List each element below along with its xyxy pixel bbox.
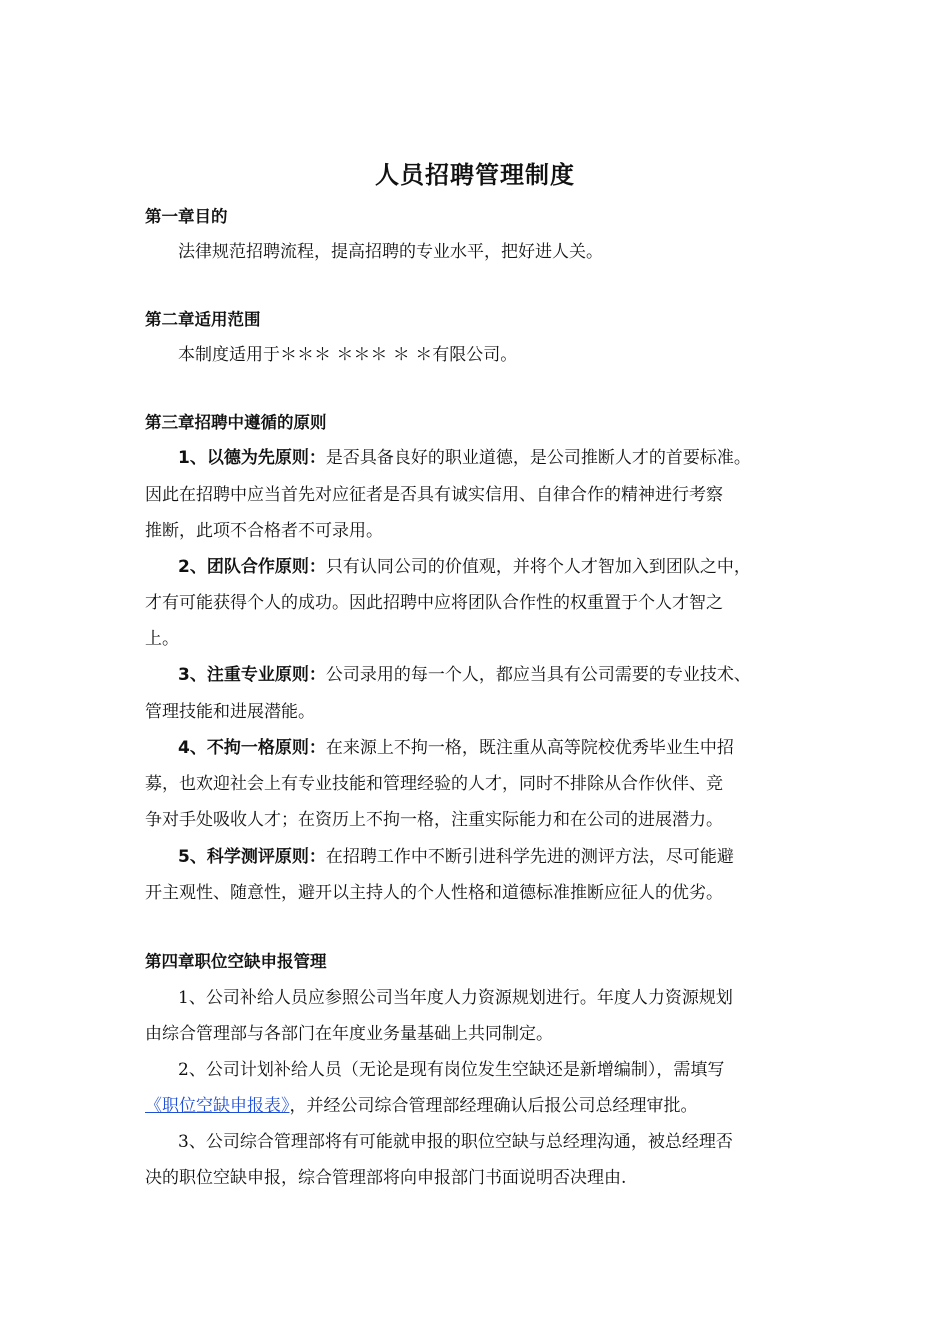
principle-2-line-1 [178,552,751,577]
item-3-line-1: 3、公司综合管理部将有可能就申报的职位空缺与总经理沟通，被总经理否 [178,1132,733,1152]
principle-5-line-2: 开主观性、随意性，避开以主持人的个人性格和道德标准推断应征人的优劣。 [145,883,723,903]
chapter-2-heading: 第二章适用范围 [145,310,261,329]
principle-1-line-1 [178,443,751,468]
principle-1-line-2: 因此在招聘中应当首先对应征者是否具有诚实信用、自律合作的精神进行考察 [145,485,723,505]
principle-4-text: 在来源上不拘一格，既注重从高等院校优秀毕业生中招 [325,738,734,758]
principle-2-text: 只有认同公司的价值观，并将个人才智加入到团队之中， [325,557,751,577]
item-1-line-1: 1、公司补给人员应参照公司当年度人力资源规划进行。年度人力资源规划 [178,988,733,1008]
chapter-2-text: 本制度适用于＊＊＊ ＊＊＊ ＊ ＊有限公司。 [178,345,518,365]
chapter-1-heading: 第一章目的 [145,207,228,226]
principle-5-text: 在招聘工作中不断引进科学先进的测评方法，尽可能避 [325,847,734,867]
principle-1-line-3: 推断，此项不合格者不可录用。 [145,521,383,541]
document-title: 人员招聘管理制度 [375,160,575,189]
item-2-line-1: 2、公司计划补给人员（无论是现有岗位发生空缺还是新增编制），需填写 [178,1060,725,1080]
principle-3-label: 3、注重专业原则： [178,665,326,685]
principle-3-text: 公司录用的每一个人，都应当具有公司需要的专业技术、 [325,665,751,685]
principle-4-line-3: 争对手处吸收人才；在资历上不拘一格，注重实际能力和在公司的进展潜力。 [145,810,723,830]
principle-2-label: 2、团队合作原则： [178,557,326,577]
chapter-4-heading: 第四章职位空缺申报管理 [145,952,327,971]
principle-5-line-1 [178,842,734,867]
principle-3-line-2: 管理技能和进展潜能。 [145,702,315,722]
principle-1-text: 是否具备良好的职业道德，是公司推断人才的首要标准。 [325,448,751,468]
principle-4-label: 4、不拘一格原则： [178,738,326,758]
position-vacancy-form-link[interactable]: 《职位空缺申报表》 [145,1096,290,1116]
principle-2-line-3: 上。 [145,629,179,649]
principle-4-line-1 [178,733,734,758]
item-3-line-2: 决的职位空缺申报，综合管理部将向申报部门书面说明否决理由. [145,1168,627,1188]
principle-4-line-2: 募，也欢迎社会上有专业技能和管理经验的人才，同时不排除从合作伙伴、竞 [145,774,723,794]
chapter-3-heading: 第三章招聘中遵循的原则 [145,413,327,432]
principle-2-line-2: 才有可能获得个人的成功。因此招聘中应将团队合作性的权重置于个人才智之 [145,593,723,613]
principle-3-line-1 [178,660,751,685]
principle-1-label: 1、以德为先原则： [178,448,326,468]
item-2-line-2 [145,1091,698,1116]
chapter-1-text: 法律规范招聘流程，提高招聘的专业水平，把好进人关。 [178,242,603,262]
item-1-line-2: 由综合管理部与各部门在年度业务量基础上共同制定。 [145,1024,553,1044]
principle-5-label: 5、科学测评原则： [178,847,326,867]
item-2-line-2-text: ，并经公司综合管理部经理确认后报公司总经理审批。 [289,1096,698,1116]
